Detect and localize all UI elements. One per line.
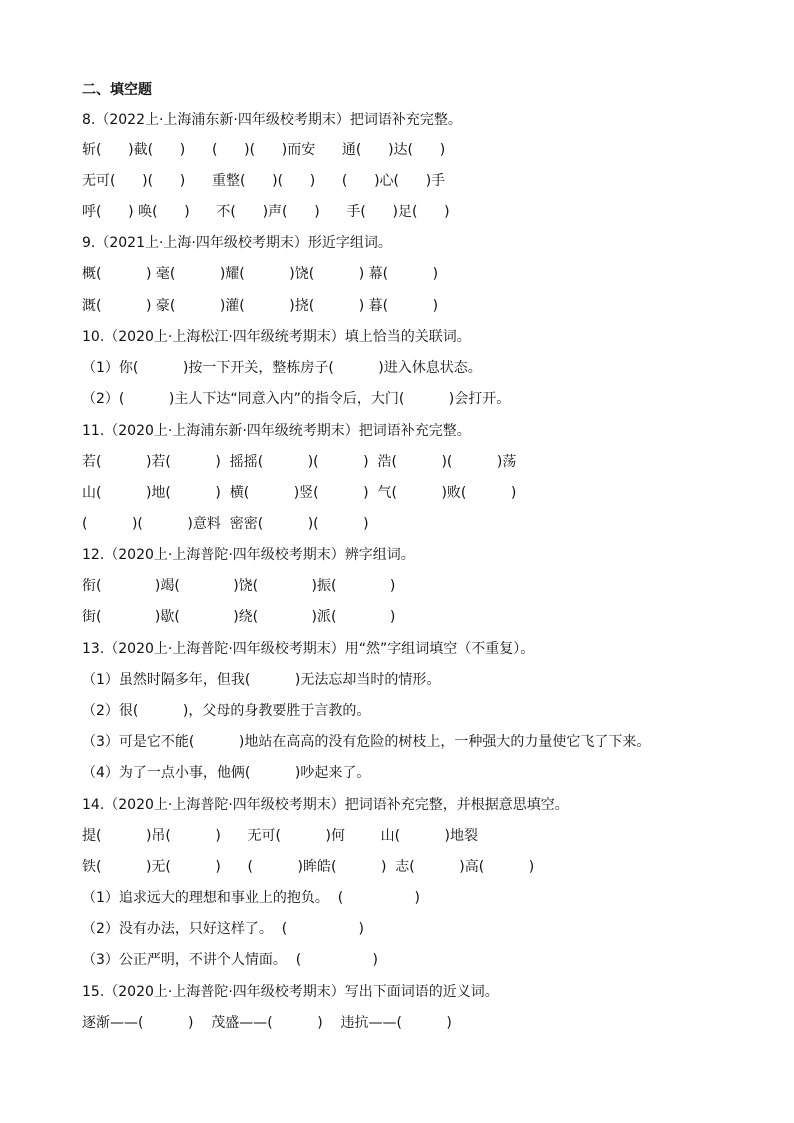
q14-item-1: （1）追求远大的理想和事业上的抱负。 ( ) bbox=[82, 890, 420, 906]
q15-heading: 15.（2020上·上海普陀·四年级校考期末）写出下面词语的近义词。 bbox=[82, 984, 499, 1000]
q14-row-1: 提( )吊( ) 无可( )何 山( )地裂 bbox=[82, 828, 479, 844]
q8-heading: 8.（2022上·上海浦东新·四年级校考期末）把词语补充完整。 bbox=[82, 112, 462, 128]
q13-item-1: （1）虽然时隔多年，但我( )无法忘却当时的情形。 bbox=[82, 672, 441, 688]
q14-heading: 14.（2020上·上海普陀·四年级校考期末）把词语补充完整，并根据意思填空。 bbox=[82, 797, 569, 813]
q10-heading: 10.（2020上·上海松江·四年级统考期末）填上恰当的关联词。 bbox=[82, 329, 471, 345]
q11-row-1: 若( )若( ) 摇摇( )( ) 浩( )( )荡 bbox=[82, 454, 517, 470]
q8-row-3: 呼( ) 唤( ) 不( )声( ) 手( )足( ) bbox=[82, 204, 450, 220]
q11-heading: 11.（2020上·上海浦东新·四年级统考期末）把词语补充完整。 bbox=[82, 423, 471, 439]
q8-row-2: 无可( )( ) 重整( )( ) ( )心( )手 bbox=[82, 173, 446, 189]
q14-row-2: 铁( )无( ) ( )眸皓( ) 志( )高( ) bbox=[82, 859, 535, 875]
q13-item-3: （3）可是它不能( )地站在高高的没有危险的树枝上，一种强大的力量使它飞了下来。 bbox=[82, 734, 651, 750]
q10-item-2: （2）( )主人下达“同意入内”的指令后，大门( )会打开。 bbox=[82, 391, 511, 407]
q12-heading: 12.（2020上·上海普陀·四年级校考期末）辨字组词。 bbox=[82, 547, 415, 563]
q11-row-3: ( )( )意料 密密( )( ) bbox=[82, 516, 369, 532]
q9-heading: 9.（2021上·上海·四年级校考期末）形近字组词。 bbox=[82, 235, 392, 251]
q11-row-2: 山( )地( ) 横( )竖( ) 气( )败( ) bbox=[82, 485, 517, 501]
q9-row-1: 概( ) 毫( )耀( )饶( ) 幕( ) bbox=[82, 266, 439, 282]
q13-item-4: （4）为了一点小事，他俩( )吵起来了。 bbox=[82, 765, 371, 781]
section-title: 二、填空题 bbox=[82, 82, 152, 98]
q13-item-2: （2）很( )，父母的身教要胜于言教的。 bbox=[82, 703, 371, 719]
q8-row-1: 斩( )截( ) ( )( )而安 通( )达( ) bbox=[82, 142, 446, 158]
q14-item-3: （3）公正严明，不讲个人情面。 ( ) bbox=[82, 952, 378, 968]
q13-heading: 13.（2020上·上海普陀·四年级校考期末）用“然”字组词填空（不重复）。 bbox=[82, 641, 535, 657]
q9-row-2: 溉( ) 豪( )灌( )挠( ) 暮( ) bbox=[82, 298, 439, 314]
q10-item-1: （1）你( )按一下开关，整栋房子( )进入休息状态。 bbox=[82, 360, 482, 376]
q12-row-2: 街( )歇( )绕( )派( ) bbox=[82, 609, 396, 625]
q12-row-1: 衔( )竭( )饶( )振( ) bbox=[82, 578, 396, 594]
q15-row-1: 逐渐——( ) 茂盛——( ) 违抗——( ) bbox=[82, 1015, 452, 1031]
q14-item-2: （2）没有办法，只好这样了。 ( ) bbox=[82, 921, 364, 937]
